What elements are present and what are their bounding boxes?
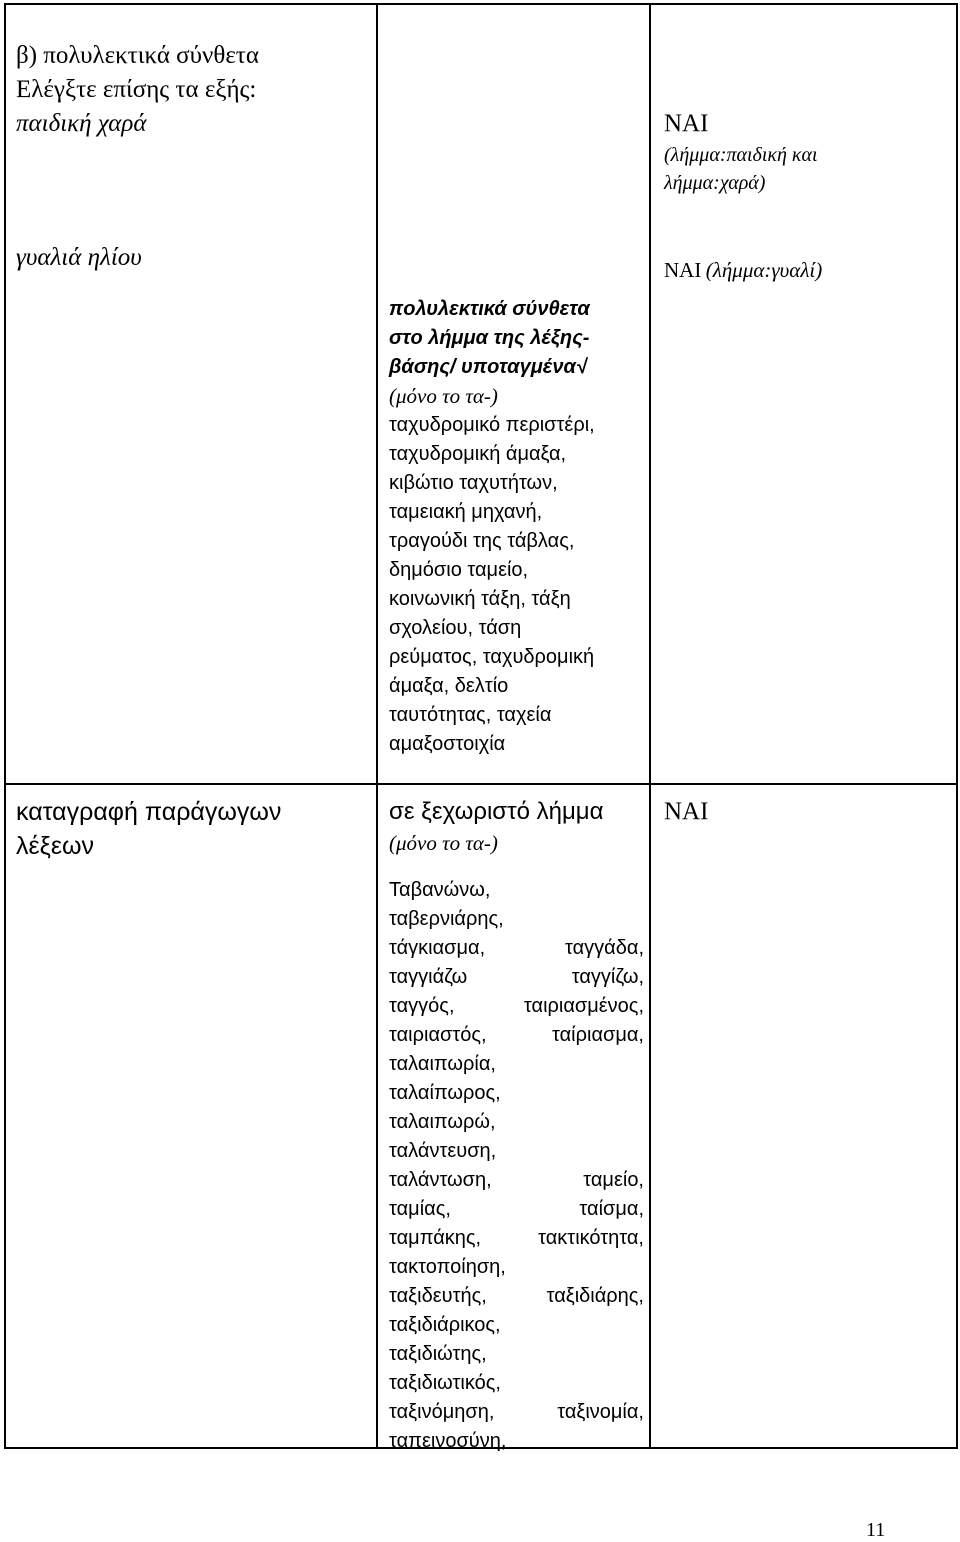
word: ταξιδιάρης, xyxy=(546,1285,644,1307)
list-item xyxy=(389,992,644,1021)
list-item xyxy=(389,1340,644,1369)
word: ταγγάδα, xyxy=(565,937,644,959)
list-item: δημόσιο ταμείο, xyxy=(389,559,529,581)
list-item xyxy=(389,934,644,963)
list-item xyxy=(389,1108,644,1137)
row2-subheading: (μόνο το τα-) xyxy=(389,384,498,408)
word: ταλάντευση, xyxy=(389,1140,497,1162)
list-item xyxy=(389,1195,644,1224)
row1-note-2: λήμμα:χαρά) xyxy=(664,172,766,194)
word: ταμίας, xyxy=(389,1198,451,1220)
row3-subheading: (μόνο το τα-) xyxy=(389,831,498,855)
document-table xyxy=(4,3,958,1452)
word: τακτικότητα, xyxy=(538,1227,644,1249)
row1-label xyxy=(16,39,366,141)
word: ταίσμα, xyxy=(579,1198,644,1220)
list-item: ρεύματος, ταχυδρομική xyxy=(389,646,595,668)
list-item xyxy=(389,876,644,905)
list-item: ταμειακή μηχανή, xyxy=(389,501,543,523)
list-item xyxy=(389,905,644,934)
word: ταιριαστός, xyxy=(389,1024,487,1046)
row1-yes: ΝΑΙ xyxy=(664,110,709,137)
list-item: σχολείου, τάση xyxy=(389,617,522,639)
list-item xyxy=(389,1311,644,1340)
row3-details xyxy=(389,795,644,1456)
row2-note: (λήμμα:γυαλί) xyxy=(705,258,823,282)
table-border-left xyxy=(4,3,6,1449)
list-item: αμαξοστοιχία xyxy=(389,733,506,755)
list-item xyxy=(389,1021,644,1050)
table-border-right xyxy=(956,3,958,1449)
word: Ταβανώνω, xyxy=(389,879,491,901)
row2-items xyxy=(389,411,644,759)
word: ταλαιπωρώ, xyxy=(389,1111,496,1133)
row2-heading-3: βάσης/ υποταγμένα√ xyxy=(389,356,587,378)
page-number: 11 xyxy=(866,1519,886,1541)
word: ταξινόμηση, xyxy=(389,1401,495,1423)
word: ταγγίζω, xyxy=(571,966,644,988)
row2-heading-1: πολυλεκτικά σύνθετα xyxy=(389,298,590,320)
word: ταίριασμα, xyxy=(552,1024,644,1046)
table-border-top xyxy=(4,3,958,5)
list-item: κιβώτιο ταχυτήτων, xyxy=(389,472,558,494)
row1-answer xyxy=(664,107,954,197)
word: ταλαιπωρία, xyxy=(389,1053,496,1075)
row3-label xyxy=(16,795,366,863)
list-item: άμαξα, δελτίο xyxy=(389,675,509,697)
row3-heading: σε ξεχωριστό λήμμα xyxy=(389,798,604,825)
list-item xyxy=(389,1166,644,1195)
list-item xyxy=(389,1079,644,1108)
word: ταγγιάζω xyxy=(389,966,468,988)
row1-title: β) πολυλεκτικά σύνθετα xyxy=(16,42,259,69)
word: ταπεινοσύνη, xyxy=(389,1430,507,1452)
word: ταλάντωση, xyxy=(389,1169,492,1191)
row3-label-1: καταγραφή παράγωγων xyxy=(16,798,282,826)
list-item xyxy=(389,1369,644,1398)
list-item xyxy=(389,1050,644,1079)
row1-example: παιδική χαρά xyxy=(16,110,147,137)
row2-heading-2: στο λήμμα της λέξης- xyxy=(389,327,590,349)
word: ταξιδιωτικός, xyxy=(389,1372,501,1394)
list-item: ταχυδρομική άμαξα, xyxy=(389,443,567,465)
table-divider-2 xyxy=(649,3,651,1449)
word: ταμπάκης, xyxy=(389,1227,482,1249)
word: ταβερνιάρης, xyxy=(389,908,504,930)
word: ταμείο, xyxy=(583,1169,644,1191)
list-item xyxy=(389,963,644,992)
list-item: ταυτότητας, ταχεία xyxy=(389,704,552,726)
word: ταξιδευτής, xyxy=(389,1285,487,1307)
row1-note-1: (λήμμα:παιδική και xyxy=(664,144,818,166)
word: ταλαίπωρος, xyxy=(389,1082,501,1104)
row2-label: γυαλιά ηλίου xyxy=(16,244,142,271)
list-item xyxy=(389,1137,644,1166)
list-item: κοινωνική τάξη, τάξη xyxy=(389,588,571,610)
list-item: ταχυδρομικό περιστέρι, xyxy=(389,414,595,436)
word: ταξιδιάρικος, xyxy=(389,1314,501,1336)
row2-yes: ΝΑΙ xyxy=(664,258,702,282)
row3-word-list xyxy=(389,876,644,1456)
list-item xyxy=(389,1398,644,1427)
row3-label-2: λέξεων xyxy=(16,832,95,860)
word: ταιριασμένος, xyxy=(523,995,644,1017)
table-divider-1 xyxy=(376,3,378,1449)
word: ταξιδιώτης, xyxy=(389,1343,487,1365)
word: ταξινομία, xyxy=(557,1401,644,1423)
word: ταγγός, xyxy=(389,995,455,1017)
list-item xyxy=(389,1427,644,1456)
list-item: τραγούδι της τάβλας, xyxy=(389,530,575,552)
row2-details xyxy=(389,295,644,759)
table-row-divider xyxy=(4,783,958,785)
row1-instruction: Ελέγξτε επίσης τα εξής: xyxy=(16,76,257,103)
row3-yes: ΝΑΙ xyxy=(664,798,709,825)
word: τάγκιασμα, xyxy=(389,937,486,959)
word: τακτοποίηση, xyxy=(389,1256,506,1278)
list-item xyxy=(389,1282,644,1311)
list-item xyxy=(389,1253,644,1282)
list-item xyxy=(389,1224,644,1253)
row2-answer xyxy=(664,255,954,285)
